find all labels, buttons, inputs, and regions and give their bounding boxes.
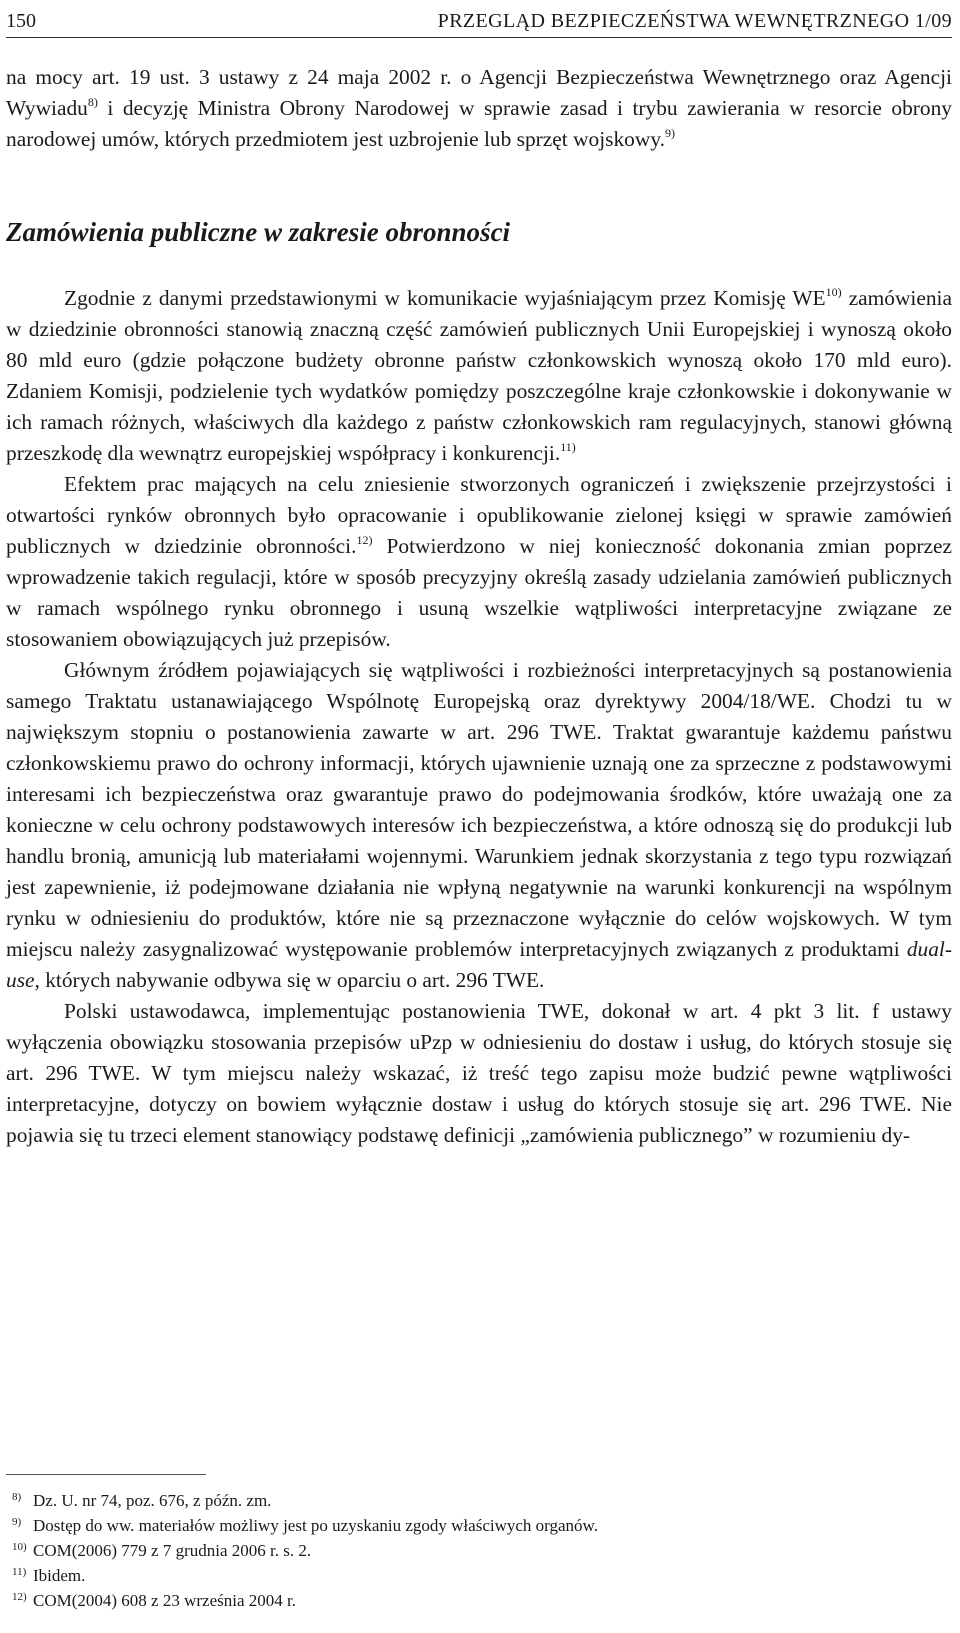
footnote-text: Ibidem. bbox=[33, 1566, 86, 1585]
footnote-mark: 9) bbox=[12, 1516, 22, 1528]
footnote-text: COM(2006) 779 z 7 grudnia 2006 r. s. 2. bbox=[33, 1541, 312, 1560]
footnote-ref: 9) bbox=[664, 125, 675, 140]
paragraph-text: Głównym źródłem pojawiających się wątpliwości i rozbieżności interpretacyjnych są postanowienia samego Traktatu ustanawiającego Wspólnotę Europejską oraz dyrektywy 2004/18/WE. Chodzi tu w największym stopniu o postanowienia zawarte w art. 296 TWE. Traktat gwarantuje każdemu państwu członkowskiemu prawo do ochrony informacji, których ujawnienie uznają one za sprzeczne z podstawowymi interesami ich bezpieczeństwa oraz gwarantuje prawo do podejmowania środków, które uważają one za konieczne w celu ochrony podstawowych interesów ich bezpieczeństwa, a które odnoszą się do produkcji lub handlu bronią, amunicją lub materiałami wojennymi. Warunkiem jednak skorzystania z tego typu rozwiązań jest zapewnienie, iż podejmowane działania nie wpłyną negatywnie na warunki konkurencji na wspólnym rynku w odniesieniu do produktów, które nie są przeznaczone wyłącznie do celów wojskowych. W tym miejscu należy zasygnalizować występowanie problemów interpretacyjnych związanych z produktami bbox=[6, 658, 952, 961]
footnote-ref: 10) bbox=[825, 284, 842, 299]
paragraph: Polski ustawodawca, implementując postanowienia TWE, dokonał w art. 4 pkt 3 lit. f ustawy wyłączenia obowiązku stosowania przepisów uPzp w odniesieniu do dostaw i usług, do których stosuje się art. 296 TWE. W tym miejscu należy wskazać, iż treść tego zapisu może budzić pewne wątpliwości interpretacyjne, dotyczy on bowiem wyłącznie dostaw i usług do których stosuje się art. 296 TWE. Nie pojawia się tu trzeci element stanowiący podstawę definicji „zamówienia publicznego” w rozumieniu dy- bbox=[6, 999, 952, 1147]
footnote-text: Dz. U. nr 74, poz. 676, z późn. zm. bbox=[33, 1491, 272, 1510]
section-heading: Zamówienia publiczne w zakresie obronności bbox=[6, 217, 511, 247]
footnote-ref: 8) bbox=[87, 94, 98, 109]
footnote-mark: 12) bbox=[12, 1591, 27, 1603]
footnote-ref: 12) bbox=[356, 532, 373, 547]
footnotes bbox=[6, 1488, 952, 1613]
paragraph bbox=[6, 283, 952, 469]
paragraph bbox=[6, 469, 952, 655]
paragraph-text: Zgodnie z danymi przedstawionymi w komunikacie wyjaśniającym przez Komisję WE bbox=[64, 286, 826, 310]
intro-block bbox=[6, 62, 952, 155]
footnote bbox=[6, 1588, 952, 1613]
footnote bbox=[6, 1513, 952, 1538]
intro-text-b: i decyzję Ministra Obrony Narodowej w sprawie zasad i trybu zawierania w resorcie obrony narodowej umów, których przedmiotem jest uzbrojenie lub sprzęt wojskowy. bbox=[6, 96, 952, 151]
footnote bbox=[6, 1563, 952, 1588]
paragraph-text: Potwierdzono w niej konieczność dokonania zmian poprzez wprowadzenie takich regulacji, które w sposób precyzyjny określą zasady udzielania zamówień publicznych w ramach wspólnego rynku obronnego i usuną wszelkie wątpliwości interpretacyjne związane ze stosowaniem obowiązujących już przepisów. bbox=[6, 534, 953, 651]
footnote-mark: 10) bbox=[12, 1541, 27, 1553]
footnote-text: COM(2004) 608 z 23 września 2004 r. bbox=[33, 1591, 296, 1610]
footnote bbox=[6, 1538, 952, 1563]
intro-paragraph bbox=[6, 62, 952, 155]
paragraph-text: zamówienia w dziedzinie obronności stanowią znaczną część zamówień publicznych Unii Europejskiej i wynoszą około 80 mld euro (gdzie połączone budżety obronne państw członkowskich wynoszą około 170 mld euro). Zdaniem Komisji, podzielenie tych wydatków pomiędzy poszczególne kraje członkowskie i dokonywanie w ich ramach różnych, właściwych dla każdego z państw członkowskich ram regulacyjnych, stanowi główną przeszkodę dla wewnątrz europejskiej współpracy i konkurencji. bbox=[6, 286, 952, 465]
running-header bbox=[6, 6, 952, 36]
footnote-rule bbox=[6, 1474, 206, 1475]
paragraph-text: Efektem prac mających na celu zniesienie stworzonych ograniczeń i zwiększenie przejrzystości i otwartości rynków obronnych było opracowanie i opublikowanie zielonej księgi w sprawie zamówień publicznych w dziedzinie obronności. bbox=[6, 472, 952, 558]
page-number: 150 bbox=[6, 10, 36, 32]
paragraph-text: , których nabywanie odbywa się w oparciu o art. 296 TWE. bbox=[34, 968, 545, 992]
section-body bbox=[6, 283, 952, 1151]
footnote-text: Dostęp do ww. materiałów możliwy jest po uzyskaniu zgody właściwych organów. bbox=[33, 1516, 598, 1535]
italic-term: dual-use bbox=[6, 937, 952, 992]
header-rule bbox=[6, 37, 952, 38]
footnote bbox=[6, 1488, 952, 1513]
footnote-mark: 8) bbox=[12, 1491, 22, 1503]
footnote-mark: 11) bbox=[12, 1566, 27, 1578]
intro-text-a: na mocy art. 19 ust. 3 ustawy z 24 maja 2002 r. o Agencji Bezpieczeństwa Wewnętrznego oraz Agencji Wywiadu bbox=[6, 65, 952, 120]
paragraph bbox=[6, 655, 952, 996]
footnote-ref: 11) bbox=[560, 439, 576, 454]
journal-title: PRZEGLĄD BEZPIECZEŃSTWA WEWNĘTRZNEGO 1/09 bbox=[437, 10, 952, 32]
